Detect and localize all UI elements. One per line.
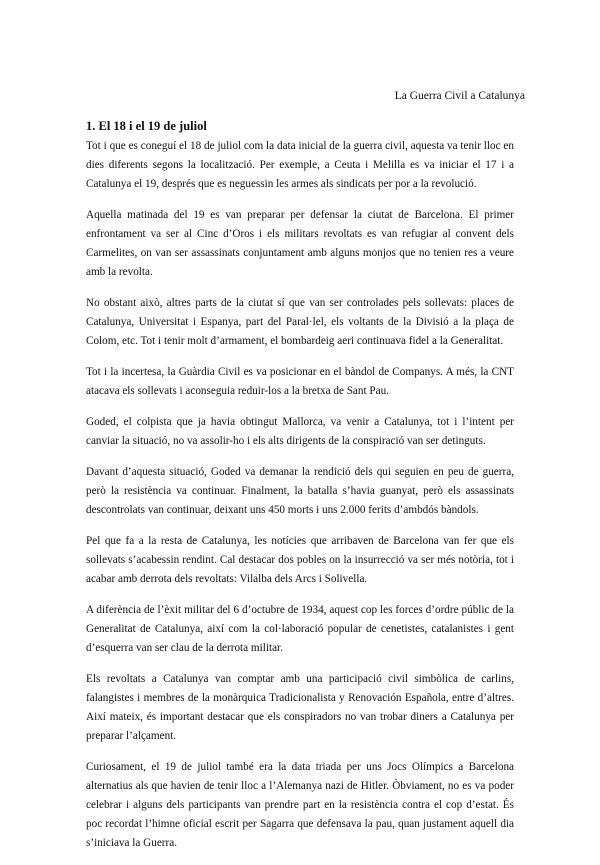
paragraph: A diferència de l’èxit militar del 6 d’octubre de 1934, aquest cop les forces d’ordre públic de la Generalitat de Catalunya, així com la col·laboració popular de cenetistes, catalanistes i gent d’esquerra van ser clau de la derrota militar. (86, 604, 514, 654)
paragraph: Curiosament, el 19 de juliol també era la data triada per uns Jocs Olímpics a Barcelona alternatius als que havien de tenir lloc a l’Alemanya nazi de Hitler. Òbviament, no es va poder celebrar i alguns dels participants van prendre part en la resistència contra el cop d’estat. És poc recordat l’himne oficial escrit per Sagarra que defensava la pau, quan justament aquell dia s’iniciava la Guerra. (86, 761, 514, 849)
paragraph: Aquella matinada del 19 es van preparar per defensar la ciutat de Barcelona. El primer enfrontament va ser al Cinc d’Oros i els militars revoltats es van refugiar al convent dels Carmelites, on van ser assassinats conjuntament amb alguns monjos que no tenien res a veure amb la revolta. (86, 209, 514, 278)
paragraph: Goded, el colpista que ja havia obtingut Mallorca, va venir a Catalunya, tot i l’intent per canviar la situació, no va assolir-ho i els alts dirigents de la conspiració van ser detinguts. (86, 416, 514, 447)
paragraph: No obstant això, altres parts de la ciutat sí que van ser controlades pels sollevats: places de Catalunya, Universitat i Espanya, part del Paral·lel, els voltants de la Divisió a la plaça de Colom, etc. Tot i tenir molt d’armament, el bombardeig aeri continuava fidel a la Generalitat. (86, 297, 514, 347)
paragraph: Pel que fa a la resta de Catalunya, les notícies que arribaven de Barcelona van fer que els sollevats s’acabessin rendint. Cal destacar dos pobles on la insurrecció va ser més notòria, tot i acabar amb derrota dels revoltats: Vilalba dels Arcs i Solivella. (86, 535, 514, 585)
document-body (86, 118, 514, 865)
running-header: La Guerra Civil a Catalunya (394, 90, 525, 102)
section-heading: 1. El 18 i el 19 de juliol (86, 119, 207, 133)
paragraph: Davant d’aquesta situació, Goded va demanar la rendició dels qui seguien en peu de guerra, però la resistència va continuar. Finalment, la batalla s’havia guanyat, però els assassinats descontrolats van continuar, deixant uns 450 morts i uns 2.000 ferits d’ambdós bàndols. (86, 466, 514, 516)
paragraph: Tot i que es coneguí el 18 de juliol com la data inicial de la guerra civil, aquesta va tenir lloc en dies diferents segons la localització. Per exemple, a Ceuta i Melilla es va iniciar el 17 i a Catalunya el 19, després que es neguessin les armes als sindicats per por a la revolució. (86, 140, 514, 190)
paragraph: Els revoltats a Catalunya van comptar amb una participació civil simbòlica de carlins, falangistes i membres de la monàrquica Tradicionalista y Renovación Española, entre d’altres. Així mateix, és important destacar que els conspiradors no van trobar diners a Catalunya per preparar l’alçament. (86, 673, 514, 742)
paragraph: Tot i la incertesa, la Guàrdia Civil es va posicionar en el bàndol de Companys. A més, la CNT atacava els sollevats i aconseguia reduir-los a la bretxa de Sant Pau. (86, 366, 514, 397)
